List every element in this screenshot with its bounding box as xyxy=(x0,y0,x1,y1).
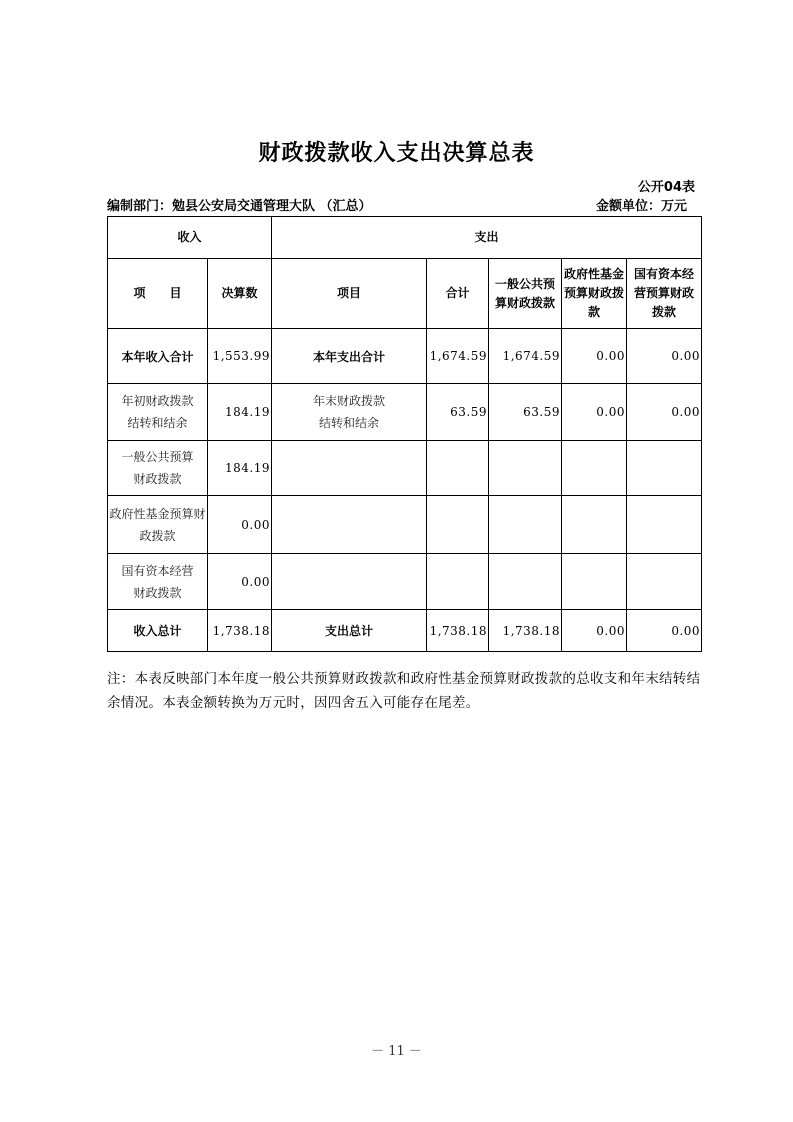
expense-item: 本年支出合计 xyxy=(272,329,427,384)
empty-cell xyxy=(272,441,427,496)
empty-cell xyxy=(489,496,562,554)
income-item: 国有资本经营财政拨款 xyxy=(108,554,208,610)
gov-fund-value: 0.00 xyxy=(562,384,627,441)
col-gov-fund: 政府性基金预算财政拨款 xyxy=(562,259,627,329)
income-amount: 184.19 xyxy=(208,384,272,441)
table-row xyxy=(108,384,702,441)
empty-cell xyxy=(562,496,627,554)
table-section-header-row xyxy=(108,217,702,259)
income-item: 一般公共预算财政拨款 xyxy=(108,441,208,496)
general-budget-value: 1,738.18 xyxy=(489,610,562,652)
empty-cell xyxy=(562,441,627,496)
empty-cell xyxy=(272,496,427,554)
income-amount: 0.00 xyxy=(208,496,272,554)
empty-cell xyxy=(562,554,627,610)
gov-fund-value: 0.00 xyxy=(562,329,627,384)
table-row xyxy=(108,496,702,554)
total-value: 1,674.59 xyxy=(427,329,489,384)
meta-row xyxy=(107,195,687,214)
department-label: 编制部门：勉县公安局交通管理大队 （汇总） xyxy=(107,199,372,214)
empty-cell xyxy=(427,496,489,554)
empty-cell xyxy=(272,554,427,610)
col-total: 合计 xyxy=(427,259,489,329)
income-amount: 1,738.18 xyxy=(208,610,272,652)
empty-cell xyxy=(427,554,489,610)
total-value: 1,738.18 xyxy=(427,610,489,652)
unit-label: 金额单位：万元 xyxy=(595,199,687,214)
income-item: 收入总计 xyxy=(108,610,208,652)
col-exp-item: 项目 xyxy=(272,259,427,329)
income-amount: 1,553.99 xyxy=(208,329,272,384)
table-note: 注：本表反映部门本年度一般公共预算财政拨款和政府性基金预算财政拨款的总收支和年末结转结余情况。本表金额转换为万元时，因四舍五入可能存在尾差。 xyxy=(107,671,701,711)
total-value: 63.59 xyxy=(427,384,489,441)
expense-item: 支出总计 xyxy=(272,610,427,652)
income-amount: 184.19 xyxy=(208,441,272,496)
income-amount: 0.00 xyxy=(208,554,272,610)
empty-cell xyxy=(489,554,562,610)
general-budget-value: 63.59 xyxy=(489,384,562,441)
table-row xyxy=(108,329,702,384)
page-title: 财政拨款收入支出决算总表 xyxy=(258,141,535,166)
form-number: 公开04表 xyxy=(637,180,695,195)
income-header: 收入 xyxy=(108,217,272,259)
gov-fund-value: 0.00 xyxy=(562,610,627,652)
table-row xyxy=(108,610,702,652)
state-capital-value: 0.00 xyxy=(627,329,702,384)
col-item: 项 目 xyxy=(108,259,208,329)
income-item: 政府性基金预算财政拨款 xyxy=(108,496,208,554)
income-item: 年初财政拨款结转和结余 xyxy=(108,384,208,441)
income-item: 本年收入合计 xyxy=(108,329,208,384)
state-capital-value: 0.00 xyxy=(627,610,702,652)
empty-cell xyxy=(627,441,702,496)
budget-summary-table xyxy=(107,216,702,652)
general-budget-value: 1,674.59 xyxy=(489,329,562,384)
page-number: － 11 － xyxy=(371,1044,422,1059)
table-row xyxy=(108,441,702,496)
empty-cell xyxy=(627,554,702,610)
col-state-capital: 国有资本经营预算财政拨款 xyxy=(627,259,702,329)
table-column-header-row xyxy=(108,259,702,329)
state-capital-value: 0.00 xyxy=(627,384,702,441)
col-general-budget: 一般公共预算财政拨款 xyxy=(489,259,562,329)
empty-cell xyxy=(489,441,562,496)
expense-header: 支出 xyxy=(272,217,702,259)
empty-cell xyxy=(627,496,702,554)
col-final-amount: 决算数 xyxy=(208,259,272,329)
table-row xyxy=(108,554,702,610)
empty-cell xyxy=(427,441,489,496)
expense-item: 年末财政拨款结转和结余 xyxy=(272,384,427,441)
